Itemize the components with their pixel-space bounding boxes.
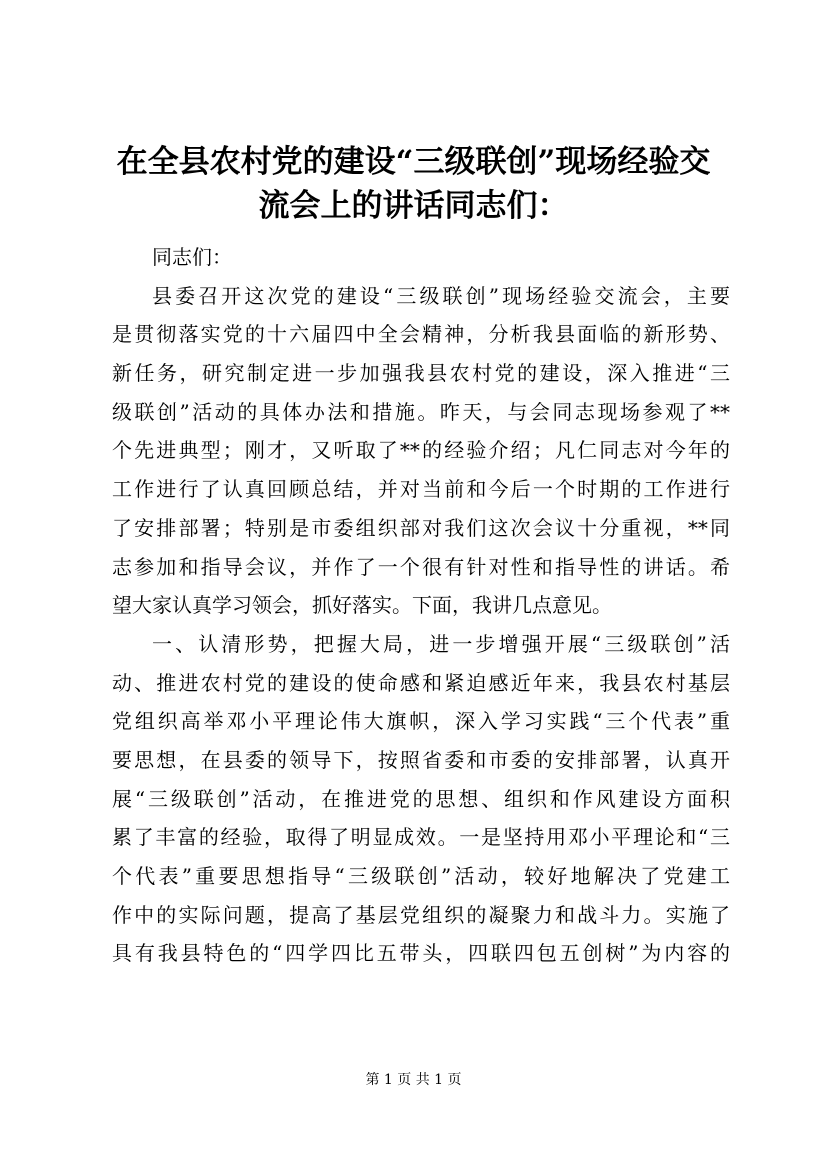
body-line: 个先进典型；刚才，又听取了**的经验介绍；凡仁同志对今年的	[112, 438, 730, 463]
body-line: 一、认清形势，把握大局，进一步增强开展“三级联创”活	[152, 631, 730, 656]
body-line: 志参加和指导会议，并作了一个很有针对性和指导性的讲话。希	[112, 554, 730, 579]
page-footer: 第 1 页 共 1 页	[365, 1072, 462, 1088]
body-line: 望大家认真学习领会，抓好落实。下面，我讲几点意见。	[112, 593, 612, 618]
body-line: 新任务，研究制定进一步加强我县农村党的建设，深入推进“三	[112, 361, 730, 386]
body-line: 是贯彻落实党的十六届四中全会精神，分析我县面临的新形势、	[112, 322, 730, 347]
body-line: 作中的实际问题，提高了基层党组织的凝聚力和战斗力。实施了	[112, 902, 730, 927]
body-line: 级联创”活动的具体办法和措施。昨天，与会同志现场参观了**	[112, 399, 730, 424]
body-line: 党组织高举邓小平理论伟大旗帜，深入学习实践“三个代表”重	[112, 709, 730, 734]
document-title	[100, 140, 727, 228]
body-line: 了安排部署；特别是市委组织部对我们这次会议十分重视，**同	[112, 515, 730, 540]
title-line-2: 流会上的讲话同志们：	[258, 188, 569, 224]
title-line-1: 在全县农村党的建设“三级联创”现场经验交	[116, 144, 711, 180]
body-line: 动、推进农村党的建设的使命感和紧迫感近年来，我县农村基层	[112, 670, 730, 695]
body-line: 展“三级联创”活动，在推进党的思想、组织和作风建设方面积	[112, 786, 730, 811]
body-line: 个代表”重要思想指导“三级联创”活动，较好地解决了党建工	[112, 864, 730, 888]
body-line: 工作进行了认真回顾总结，并对当前和今后一个时期的工作进行	[112, 477, 730, 502]
salutation: 同志们：	[152, 245, 232, 269]
body-line: 县委召开这次党的建设“三级联创”现场经验交流会，主要	[152, 283, 730, 308]
document-body	[112, 238, 730, 973]
body-line: 累了丰富的经验，取得了明显成效。一是坚持用邓小平理论和“三	[112, 825, 730, 850]
body-line: 具有我县特色的“四学四比五带头，四联四包五创树”为内容的	[112, 941, 730, 966]
body-line: 要思想，在县委的领导下，按照省委和市委的安排部署，认真开	[112, 747, 730, 772]
